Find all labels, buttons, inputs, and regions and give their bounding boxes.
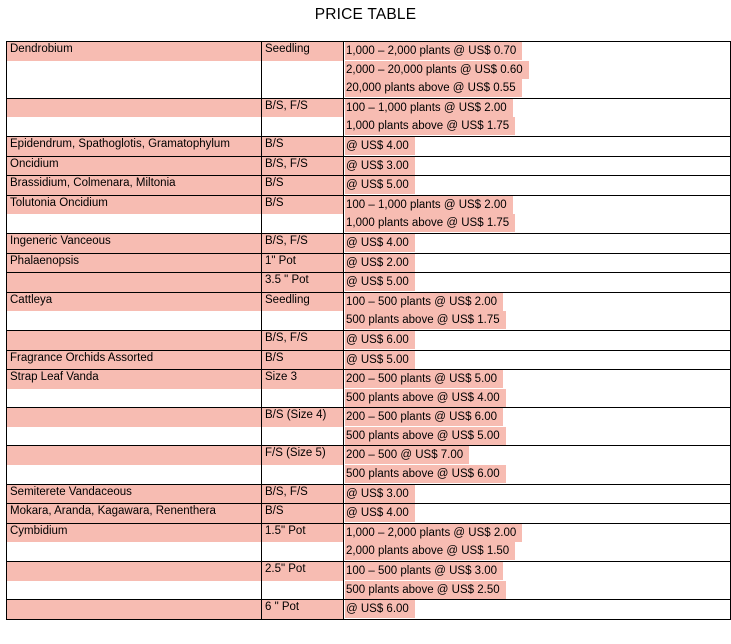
orchid-name-cell [7,484,262,504]
price-text: 20,000 plants above @ US$ 0.55 [345,79,522,97]
price-cell [344,427,731,446]
table-row [7,136,731,156]
size-label: Seedling [265,43,310,55]
orchid-name: Ingeneric Vanceous [10,234,111,247]
size-cell [262,42,344,61]
price-cell [344,408,731,427]
size-cell [262,98,344,117]
price-cell [344,195,731,214]
size-label: B/S, F/S [265,99,308,112]
price-text: 200 – 500 plants @ US$ 5.00 [345,370,503,388]
price-cell [344,562,731,581]
table-row [7,523,731,542]
table-row [7,253,731,273]
size-label: 1" Pot [265,254,296,267]
table-row [7,600,731,620]
size-cell [262,350,344,370]
orchid-name-cell [7,350,262,370]
orchid-name-cell [7,214,262,233]
price-table-body [7,42,731,620]
size-label: B/S [265,351,284,364]
table-row [7,42,731,61]
price-cell [344,350,731,370]
orchid-name-cell [7,311,262,330]
orchid-name-cell [7,542,262,561]
price-text: @ US$ 4.00 [345,137,415,155]
price-cell [344,42,731,61]
price-text: @ US$ 5.00 [345,273,415,291]
price-cell [344,214,731,233]
size-cell [262,195,344,214]
orchid-name-cell [7,79,262,98]
price-cell [344,330,731,350]
price-cell [344,370,731,389]
orchid-name-cell [7,389,262,408]
size-label: B/S [265,505,284,518]
size-cell [262,156,344,176]
price-text: 1,000 – 2,000 plants @ US$ 0.70 [345,42,522,60]
price-text: 200 – 500 @ US$ 7.00 [345,446,469,464]
price-cell [344,523,731,542]
size-label: B/S, F/S [265,485,308,498]
price-cell [344,292,731,311]
table-row [7,581,731,600]
table-row [7,176,731,196]
price-cell [344,389,731,408]
orchid-name-cell [7,370,262,389]
table-row [7,542,731,561]
size-cell [262,330,344,350]
size-cell [262,562,344,581]
size-label: B/S [265,177,284,190]
table-row [7,214,731,233]
table-row [7,311,731,330]
price-cell [344,504,731,524]
size-label: 2.5" Pot [265,563,306,576]
size-cell [262,504,344,524]
price-cell [344,542,731,561]
orchid-name-cell [7,42,262,61]
size-cell [262,273,344,293]
table-row [7,408,731,427]
price-text: 500 plants above @ US$ 1.75 [345,311,506,329]
price-text: @ US$ 6.00 [345,600,415,618]
orchid-name-cell [7,195,262,214]
table-row [7,117,731,136]
price-text: 100 – 500 plants @ US$ 3.00 [345,562,503,580]
size-cell [262,233,344,253]
size-label: 6 " Pot [265,601,300,614]
orchid-name: Brassidium, Colmenara, Miltonia [10,177,176,190]
price-text: 500 plants above @ US$ 4.00 [345,389,506,407]
orchid-name-cell [7,273,262,293]
price-text: @ US$ 6.00 [345,331,415,349]
size-cell [262,214,344,233]
price-cell [344,136,731,156]
orchid-name: Semiterete Vandaceous [10,485,132,498]
orchid-name: Dendrobium [10,43,73,55]
orchid-name-cell [7,156,262,176]
price-cell [344,61,731,80]
table-row [7,156,731,176]
size-cell [262,581,344,600]
table-row [7,273,731,293]
table-row [7,389,731,408]
size-cell [262,117,344,136]
orchid-name: Tolutonia Oncidium [10,196,108,209]
price-text: 1,000 plants above @ US$ 1.75 [345,117,515,135]
orchid-name-cell [7,562,262,581]
table-row [7,370,731,389]
orchid-name: Mokara, Aranda, Kagawara, Renenthera [10,505,216,518]
price-cell [344,117,731,136]
price-cell [344,581,731,600]
price-text: 200 – 500 plants @ US$ 6.00 [345,408,503,426]
size-cell [262,389,344,408]
price-table [6,41,731,620]
size-label: B/S (Size 4) [265,409,327,422]
orchid-name-cell [7,446,262,465]
size-label: F/S (Size 5) [265,447,326,460]
size-cell [262,523,344,542]
size-cell [262,61,344,80]
table-row [7,427,731,446]
table-row [7,79,731,98]
size-cell [262,311,344,330]
orchid-name-cell [7,253,262,273]
price-text: 500 plants above @ US$ 2.50 [345,581,506,599]
orchid-name: Oncidium [10,157,59,170]
size-cell [262,79,344,98]
orchid-name: Strap Leaf Vanda [10,371,99,384]
size-label: B/S [265,196,284,209]
price-cell [344,156,731,176]
price-text: @ US$ 3.00 [345,485,415,503]
orchid-name-cell [7,465,262,484]
orchid-name-cell [7,292,262,311]
orchid-name-cell [7,427,262,446]
price-text: 100 – 500 plants @ US$ 2.00 [345,293,503,311]
price-cell [344,79,731,98]
price-text: 2,000 plants above @ US$ 1.50 [345,542,515,560]
orchid-name-cell [7,408,262,427]
size-cell [262,408,344,427]
price-cell [344,176,731,196]
size-label: B/S [265,137,284,150]
price-cell [344,600,731,620]
size-label: B/S, F/S [265,234,308,247]
size-cell [262,136,344,156]
size-cell [262,600,344,620]
orchid-name-cell [7,330,262,350]
orchid-name-cell [7,176,262,196]
table-row [7,350,731,370]
table-row [7,61,731,80]
table-row [7,98,731,117]
orchid-name-cell [7,136,262,156]
price-text: @ US$ 4.00 [345,234,415,252]
price-text: 100 – 1,000 plants @ US$ 2.00 [345,196,513,214]
size-cell [262,465,344,484]
table-row [7,446,731,465]
price-text: 1,000 plants above @ US$ 1.75 [345,214,515,232]
page-title: PRICE TABLE [314,6,417,23]
size-cell [262,176,344,196]
orchid-name: Phalaenopsis [10,254,80,267]
price-text: 500 plants above @ US$ 5.00 [345,427,506,445]
orchid-name-cell [7,581,262,600]
orchid-name: Cymbidium [10,524,68,537]
price-text: @ US$ 3.00 [345,157,415,175]
price-cell [344,253,731,273]
orchid-name-cell [7,98,262,117]
table-row [7,330,731,350]
price-cell [344,98,731,117]
orchid-name: Epidendrum, Spathoglotis, Gramatophylum [10,137,230,150]
table-row [7,195,731,214]
price-text: 500 plants above @ US$ 6.00 [345,465,506,483]
price-text: 100 – 1,000 plants @ US$ 2.00 [345,99,513,117]
orchid-name-cell [7,600,262,620]
orchid-name-cell [7,504,262,524]
table-row [7,562,731,581]
price-cell [344,465,731,484]
table-row [7,292,731,311]
orchid-name-cell [7,233,262,253]
price-text: @ US$ 5.00 [345,176,415,194]
size-cell [262,542,344,561]
price-cell [344,311,731,330]
table-row [7,504,731,524]
size-cell [262,446,344,465]
table-row [7,465,731,484]
price-text: @ US$ 2.00 [345,254,415,272]
size-cell [262,427,344,446]
orchid-name-cell [7,117,262,136]
size-cell [262,253,344,273]
price-text: 1,000 – 2,000 plants @ US$ 2.00 [345,524,522,542]
price-text: @ US$ 4.00 [345,504,415,522]
table-row [7,233,731,253]
size-label: Size 3 [265,371,297,384]
size-cell [262,484,344,504]
size-label: B/S, F/S [265,331,308,344]
size-cell [262,292,344,311]
orchid-name: Cattleya [10,293,53,306]
price-text: 2,000 – 20,000 plants @ US$ 0.60 [345,61,529,79]
orchid-name-cell [7,523,262,542]
size-label: 1.5" Pot [265,524,306,537]
size-label: 3.5 " Pot [265,274,309,287]
price-cell [344,233,731,253]
size-label: B/S, F/S [265,157,308,170]
price-text: @ US$ 5.00 [345,351,415,369]
orchid-name-cell [7,61,262,80]
price-cell [344,446,731,465]
size-label: Seedling [265,293,310,306]
orchid-name: Fragrance Orchids Assorted [10,351,154,364]
price-cell [344,273,731,293]
price-cell [344,484,731,504]
size-cell [262,370,344,389]
table-row [7,484,731,504]
